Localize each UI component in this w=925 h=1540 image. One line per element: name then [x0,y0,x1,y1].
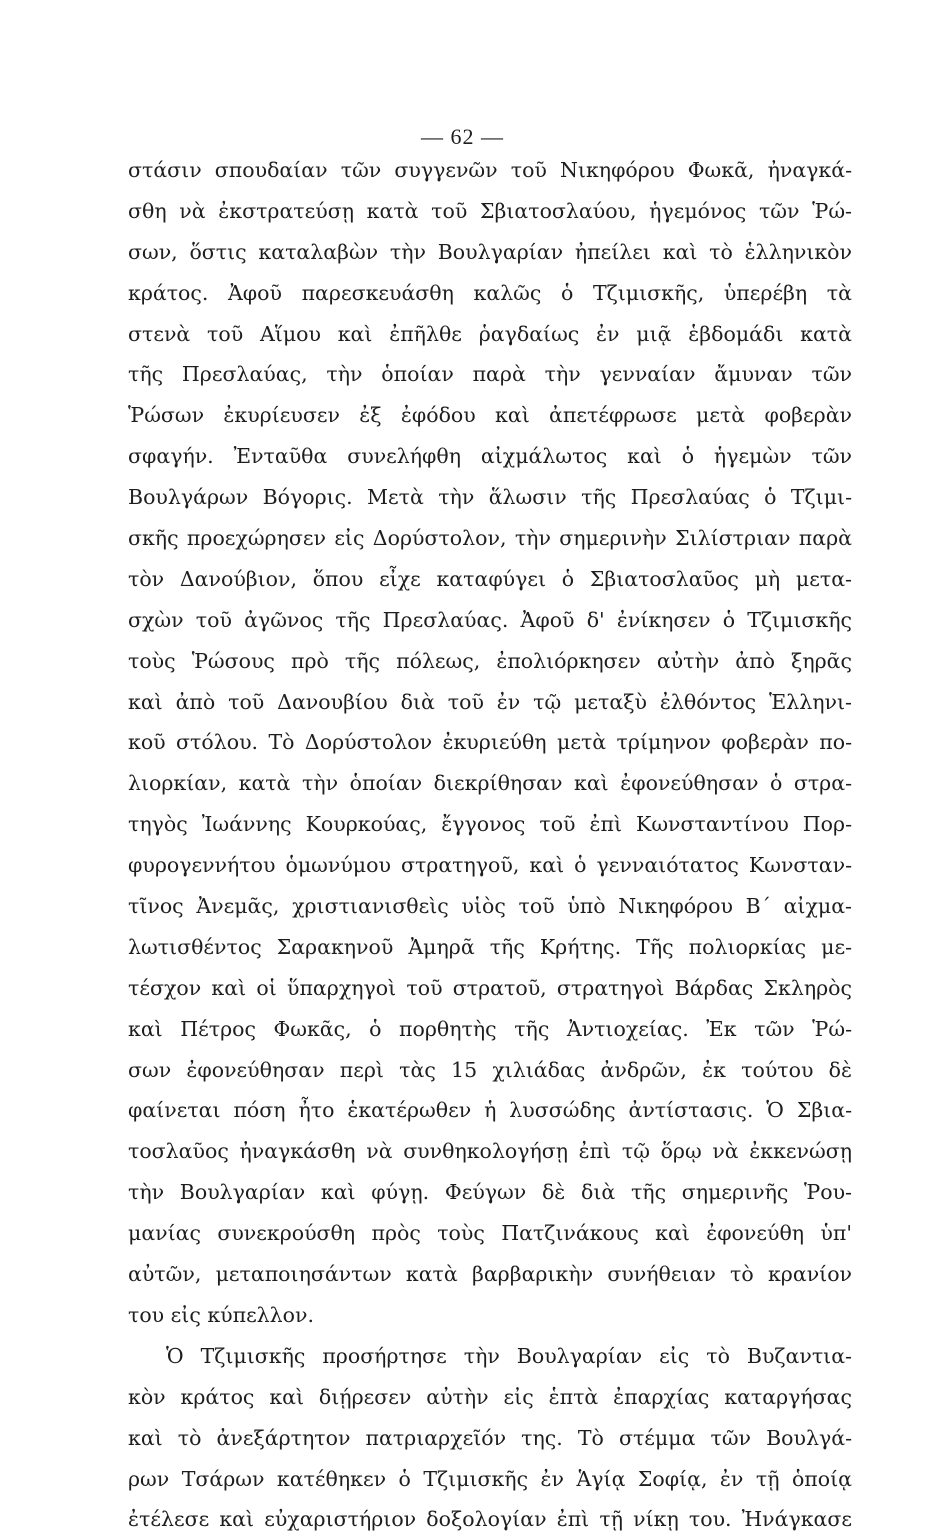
text-line: τὸν Δανούβιον, ὅπου εἶχε καταφύγει ὁ Σβιατοσλαῦος μὴ μετα- [128,566,852,591]
text-line: τοσλαῦος ἠναγκάσθη νὰ συνθηκολογήσῃ ἐπὶ τῷ ὅρῳ νὰ ἐκκενώσῃ [128,1139,852,1164]
text-line: σκῆς προεχώρησεν εἰς Δορύστολον, τὴν σημερινὴν Σιλίστριαν παρὰ [128,526,852,551]
text-line: καὶ τὸ ἀνεξάρτητον πατριαρχεῖόν της. Τὸ στέμμα τῶν Βουλγά- [128,1425,852,1450]
paragraph-end-line: του εἰς κύπελλον. [128,1302,314,1327]
text-line: καὶ ἀπὸ τοῦ Δανουβίου διὰ τοῦ ἐν τῷ μεταξὺ ἐλθόντος Ἑλληνι- [128,689,852,714]
text-line: φαίνεται πόση ἦτο ἑκατέρωθεν ἡ λυσσώδης ἀντίστασις. Ὁ Σβια- [128,1098,852,1123]
text-line: τέσχον καὶ οἱ ὕπαρχηγοὶ τοῦ στρατοῦ, στρατηγοὶ Βάρδας Σκληρὸς [128,975,852,1000]
text-line: φυρογεννήτου ὁμωνύμου στρατηγοῦ, καὶ ὁ γενναιότατος Κωνσταν- [128,853,852,878]
paragraph-start-line: Ὁ Τζιμισκῆς προσήρτησε τὴν Βουλγαρίαν εἰς τὸ Βυζαντια- [166,1343,852,1368]
text-line: τηγὸς Ἰωάννης Κουρκούας, ἔγγονος τοῦ ἐπὶ Κωνσταντίνου Πορ- [128,812,852,837]
text-line: σων ἐφονεύθησαν περὶ τὰς 15 χιλιάδας ἀνδρῶν, ἐκ τούτου δὲ [128,1057,852,1082]
text-line: αὐτῶν, μεταποιησάντων κατὰ βαρβαρικὴν συνήθειαν τὸ κρανίον [128,1262,852,1287]
text-line: σθη νὰ ἐκστρατεύσῃ κατὰ τοῦ Σβιατοσλαύου, ἡγεμόνος τῶν Ῥώ- [128,198,852,223]
text-line: τῆς Πρεσλαύας, τὴν ὁποίαν παρὰ τὴν γενναίαν ἄμυναν τῶν [128,362,852,387]
text-line: ρων Τσάρων κατέθηκεν ὁ Τζιμισκῆς ἐν Ἁγίᾳ Σοφίᾳ, ἐν τῇ ὁποίᾳ [128,1466,852,1491]
text-line: Βουλγάρων Βόγορις. Μετὰ τὴν ἅλωσιν τῆς Πρεσλαύας ὁ Τζιμι- [128,485,852,510]
text-line: μανίας συνεκρούσθη πρὸς τοὺς Πατζινάκους καὶ ἐφονεύθη ὑπ' [128,1221,852,1246]
text-line: τῖνος Ἀνεμᾶς, χριστιανισθεὶς υἱὸς τοῦ ὑπὸ Νικηφόρου Β΄ αἰχμα- [128,894,852,919]
text-line: σχὼν τοῦ ἀγῶνος τῆς Πρεσλαύας. Ἀφοῦ δ' ἐνίκησεν ὁ Τζιμισκῆς [128,607,852,632]
text-line: κὸν κράτος καὶ διῄρεσεν αὐτὴν εἰς ἑπτὰ ἐπαρχίας καταργήσας [128,1384,852,1409]
text-line: στενὰ τοῦ Αἵμου καὶ ἐπῆλθε ῥαγδαίως ἐν μιᾷ ἑβδομάδι κατὰ [128,321,852,346]
text-line: τοὺς Ῥώσους πρὸ τῆς πόλεως, ἐπολιόρκησεν αὐτὴν ἀπὸ ξηρᾶς [128,648,852,673]
text-line: λωτισθέντος Σαρακηνοῦ Ἀμηρᾶ τῆς Κρήτης. Τῆς πολιορκίας με- [128,934,852,959]
text-line: τὴν Βουλγαρίαν καὶ φύγῃ. Φεύγων δὲ διὰ τῆς σημερινῆς Ῥου- [128,1180,852,1205]
text-line: στάσιν σπουδαίαν τῶν συγγενῶν τοῦ Νικηφόρου Φωκᾶ, ἠναγκά- [128,158,852,182]
text-line: λιορκίαν, κατὰ τὴν ὁποίαν διεκρίθησαν καὶ ἐφονεύθησαν ὁ στρα- [128,771,852,796]
text-line: σφαγήν. Ἐνταῦθα συνελήφθη αἰχμάλωτος καὶ ὁ ἡγεμὼν τῶν [128,444,852,469]
text-line: κοῦ στόλου. Τὸ Δορύστολον ἐκυριεύθη μετὰ τρίμηνον φοβερὰν πο- [128,730,852,755]
text-line: σων, ὅστις καταλαβὼν τὴν Βουλγαρίαν ἠπείλει καὶ τὸ ἑλληνικὸν [128,239,852,264]
text-line: κράτος. Ἀφοῦ παρεσκευάσθη καλῶς ὁ Τζιμισκῆς, ὑπερέβη τὰ [128,280,852,305]
page-number: — 62 — [421,124,504,149]
body-text [128,150,852,1540]
text-line: ἐτέλεσε καὶ εὐχαριστήριον δοξολογίαν ἐπὶ τῇ νίκῃ του. Ἠνάγκασε [128,1507,852,1532]
text-line: καὶ Πέτρος Φωκᾶς, ὁ πορθητὴς τῆς Ἀντιοχείας. Ἐκ τῶν Ῥώ- [128,1016,852,1041]
text-line: Ῥώσων ἐκυρίευσεν ἐξ ἐφόδου καὶ ἀπετέφρωσε μετὰ φοβερὰν [128,403,852,428]
